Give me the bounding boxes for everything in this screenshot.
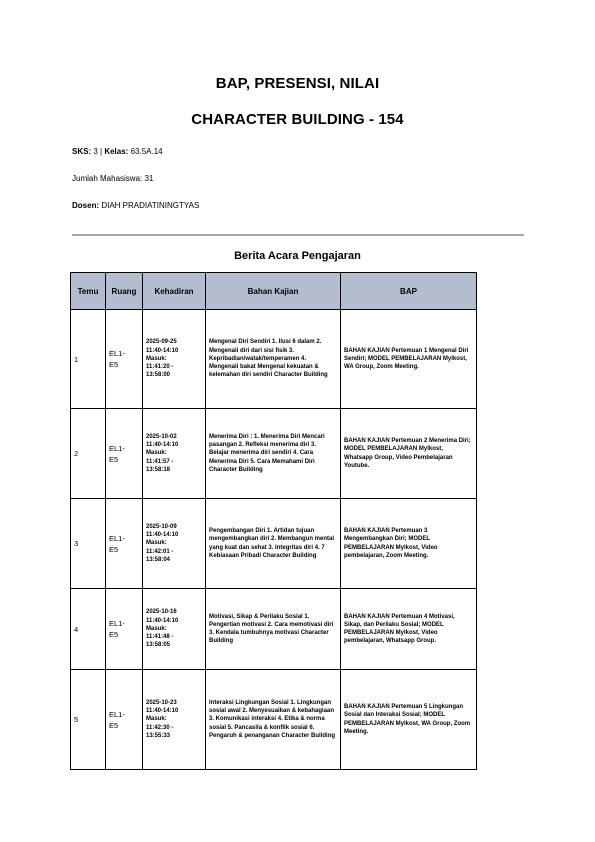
bahan-kajian-cell: Menerima Diri : 1. Menerima Diri Mencari pasangan 2. Refleksi menerima diri 3. Belajar menerima diri sendiri 4. Cara Menerima Diri 5. Cara Memahami Diri Character Building bbox=[206, 409, 341, 499]
header-bap: BAP bbox=[341, 273, 477, 310]
bap-cell: BAHAN KAJIAN Pertemuan 4 Motivasi, Sikap, dan Perilaku Sosial; MODEL PEMBELAJARAN Mylkost, Video pembelajaran, Whatsapp Group. bbox=[341, 589, 477, 670]
header-bahan-kajian: Bahan Kajian bbox=[206, 273, 341, 310]
temu-cell: 3 bbox=[71, 499, 106, 589]
divider bbox=[72, 234, 524, 236]
header-kehadiran: Kehadiran bbox=[143, 273, 206, 310]
header-temu: Temu bbox=[71, 273, 106, 310]
ruang-cell: EL1- E5 bbox=[106, 589, 143, 670]
dosen-value: DIAH PRADIATININGTYAS bbox=[99, 201, 200, 210]
bap-cell: BAHAN KAJIAN Pertemuan 3 Mengembangkan Diri; MODEL PEMBELAJARAN Mylkost, Video pembelajaran, Zoom Meeting. bbox=[341, 499, 477, 589]
kehadiran-cell: 2025-10-09 11:40-14:10 Masuk: 11:42:01 - 13:58:04 bbox=[143, 499, 206, 589]
temu-cell: 1 bbox=[71, 310, 106, 409]
bap-table bbox=[70, 272, 477, 770]
header-ruang: Ruang bbox=[106, 273, 143, 310]
bap-cell: BAHAN KAJIAN Pertemuan 1 Mengenal Diri Sendiri; MODEL PEMBELAJARAN Mylkost, WA Group, Zoom Meeting. bbox=[341, 310, 477, 409]
dosen-label: Dosen: bbox=[72, 201, 100, 210]
bap-cell: BAHAN KAJIAN Pertemuan 2 Menerima Diri; MODEL PEMBELAJARAN Mylkost, Whatsapp Group, Video Pembelajaran Youtube. bbox=[341, 409, 477, 499]
kelas-value: 63.5A.14 bbox=[128, 147, 163, 156]
ruang-cell: EL1- E5 bbox=[106, 670, 143, 770]
table-row bbox=[71, 310, 477, 409]
table-row bbox=[71, 670, 477, 770]
kehadiran-cell: 2025-10-02 11:40-14:10 Masuk: 11:41:57 - 13:58:18 bbox=[143, 409, 206, 499]
kehadiran-cell: 2025-10-23 11:40-14:10 Masuk: 11:42:30 - 13:55:33 bbox=[143, 670, 206, 770]
jumlah-mahasiswa: Jumlah Mahasiswa: 31 bbox=[72, 174, 154, 183]
sks-kelas-line bbox=[72, 147, 163, 156]
course-title: CHARACTER BUILDING - 154 bbox=[191, 111, 404, 128]
temu-cell: 2 bbox=[71, 409, 106, 499]
bap-cell: BAHAN KAJIAN Pertemuan 5 Lingkungan Sosial dan Interaksi Sosial; MODEL PEMBELAJARAN Mylkost, WA Group, Zoom Meeting. bbox=[341, 670, 477, 770]
kehadiran-cell: 2025-09-25 11:40-14:10 Masuk: 11:41:20 - 13:58:00 bbox=[143, 310, 206, 409]
sks-label: SKS: bbox=[72, 147, 92, 156]
ruang-cell: EL1- E5 bbox=[106, 409, 143, 499]
temu-cell: 4 bbox=[71, 589, 106, 670]
bahan-kajian-cell: Motivasi, Sikap & Perilaku Sosial 1. Pengertian motivasi 2. Cara memotivasi diri 3. Kendala tumbuhnya motivasi Character Building bbox=[206, 589, 341, 670]
temu-cell: 5 bbox=[71, 670, 106, 770]
kelas-label: Kelas: bbox=[104, 147, 129, 156]
table-row bbox=[71, 499, 477, 589]
table-row bbox=[71, 409, 477, 499]
bahan-kajian-cell: Interaksi Lingkungan Sosial 1. Lingkungan sosial awal 2. Menyesuaikan & kebahagiaan 3. Komunikasi interaksi 4. Etika & norma sosial 5. Pancasila & konflik sosial 6. Pengaruh & penanganan Character Building bbox=[206, 670, 341, 770]
ruang-cell: EL1- E5 bbox=[106, 310, 143, 409]
section-title: Berita Acara Pengajaran bbox=[234, 250, 361, 262]
table-row bbox=[71, 589, 477, 670]
document-title: BAP, PRESENSI, NILAI bbox=[215, 75, 380, 92]
kehadiran-cell: 2025-10-16 11:40-14:10 Masuk: 11:41:48 - 13:58:05 bbox=[143, 589, 206, 670]
ruang-cell: EL1- E5 bbox=[106, 499, 143, 589]
sks-value: 3 | bbox=[91, 147, 105, 156]
dosen-line bbox=[72, 201, 199, 210]
table-header-row bbox=[71, 273, 477, 310]
bahan-kajian-cell: Mengenal Diri Sendiri 1. Ilusi 6 dalam 2. Mengenali diri dari sisi fisik 3. Kepribadian/watak/temperamen 4. Mengenali bakat Mengenal kekuatan & kelemahan diri sendiri Character Building bbox=[206, 310, 341, 409]
bahan-kajian-cell: Pengembangan Diri 1. Artidan tujuan mengembangkan diri 2. Membangun mental yang kuat dan sehat 3. Integritas diri 4. 7 Kebiasaan Pribadi Character Building bbox=[206, 499, 341, 589]
